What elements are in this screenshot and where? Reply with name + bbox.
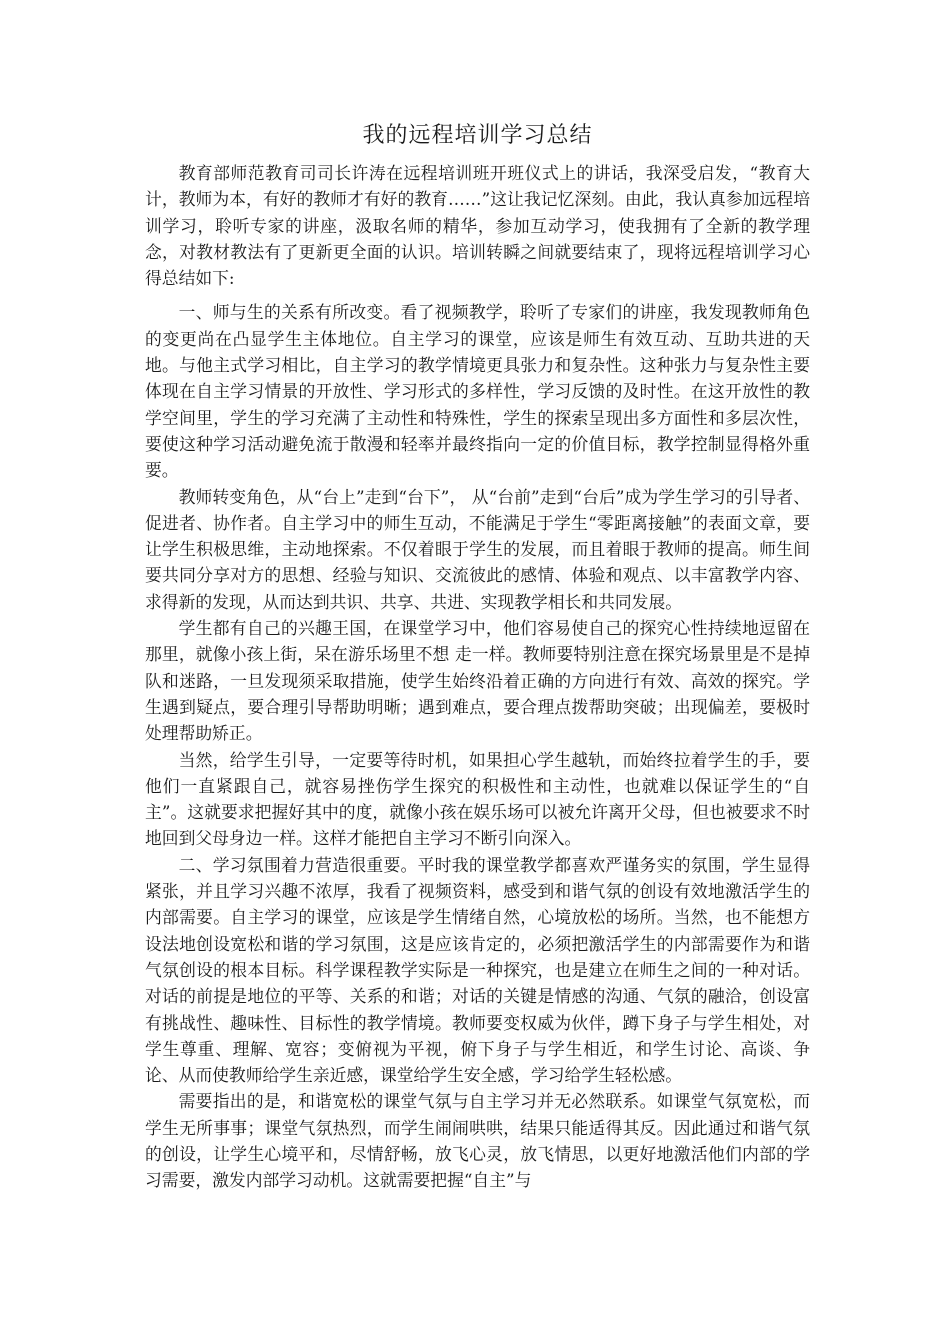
document-title: 我的远程培训学习总结: [362, 123, 593, 148]
paragraph-section-1: 一、师与生的关系有所改变。看了视频教学，聆听了专家们的讲座，我发现教师角色的变更尚在凸显学生主体地位。自主学习的课堂，应该是师生有效互动、互助共进的天地。与他主式学习相比，自主学习的教学情境更具张力和复杂性。这种张力与复杂性主要体现在自主学习情景的开放性、学习形式的多样性，学习反馈的及时性。在这开放性的教学空间里，学生的学习充满了主动性和特殊性，学生的探索呈现出多方面性和多层次性，要使这种学习活动避免流于散漫和轻率并最终指向一定的价值目标，教学控制显得格外重要。: [145, 302, 810, 481]
paragraph-guidance-timing: 当然，给学生引导，一定要等待时机，如果担心学生越轨，而始终拉着学生的手，要他们一直紧跟自己，就容易挫伤学生探究的积极性和主动性，也就难以保证学生的“自主”。这就要求把握好其中的度，就像小孩在娱乐场可以被允许离开父母，但也被要求不时地回到父母身边一样。这样才能把自主学习不断引向深入。: [145, 749, 810, 849]
paragraph-intro: 教育部师范教育司司长许涛在远程培训班开班仪式上的讲话，我深受启发，“教育大计，教师为本，有好的教师才有好的教育……”这让我记忆深刻。由此，我认真参加远程培训学习，聆听专家的讲座，汲取名师的精华，参加互动学习，使我拥有了全新的教学理念，对教材教法有了更新更全面的认识。培训转瞬之间就要结束了，现将远程培训学习心得总结如下:: [145, 163, 810, 289]
paragraph-student-interest: 学生都有自己的兴趣王国，在课堂学习中，他们容易使自己的探究心性持续地逗留在那里，就像小孩上街，呆在游乐场里不想 走一样。教师要特别注意在探究场景里是不是掉队和迷路，一旦发现须采取措施，使学生始终沿着正确的方向进行有效、高效的探究。学生遇到疑点，要合理引导帮助明晰；遇到难点，要合理点拨帮助突破；出现偏差，要极时处理帮助矫正。: [145, 618, 810, 744]
document-page: [145, 118, 810, 1194]
paragraph-section-2: 二、学习氛围着力营造很重要。平时我的课堂教学都喜欢严谨务实的氛围，学生显得紧张，并且学习兴趣不浓厚，我看了视频资料，感受到和谐气氛的创设有效地激活学生的内部需要。自主学习的课堂，应该是学生情绪自然，心境放松的场所。当然，也不能想方设法地创设宽松和谐的学习氛围，这是应该肯定的，必须把激活学生的内部需要作为和谐气氛创设的根本目标。科学课程教学实际是一种探究，也是建立在师生之间的一种对话。对话的前提是地位的平等、关系的和谐；对话的关键是情感的沟通、气氛的融洽，创设富有挑战性、趣味性、目标性的教学情境。教师要变权威为伙伴，蹲下身子与学生相处，对学生尊重、理解、宽容；变俯视为平视，俯下身子与学生相近，和学生讨论、高谈、争论、从而使教师给学生亲近感，课堂给学生安全感，学习给学生轻松感。: [145, 854, 810, 1086]
paragraph-atmosphere-note: 需要指出的是，和谐宽松的课堂气氛与自主学习并无必然联系。如课堂气氛宽松，而学生无所事事；课堂气氛热烈，而学生闹闹哄哄，结果只能适得其反。因此通过和谐气氛的创设，让学生心境平和，尽情舒畅，放飞心灵，放飞情思，以更好地激活他们内部的学习需要，激发内部学习动机。这就需要把握“自主”与: [145, 1091, 810, 1191]
paragraph-teacher-role: 教师转变角色，从“台上”走到“台下”， 从“台前”走到“台后”成为学生学习的引导者、促进者、协作者。自主学习中的师生互动，不能满足于学生“零距离接触”的表面文章，要让学生积极思维，主动地探索。不仅着眼于学生的发展，而且着眼于教师的提高。师生间要共同分享对方的思想、经验与知识、交流彼此的感情、体验和观点、以丰富教学内容、求得新的发现，从而达到共识、共享、共进、实现教学相长和共同发展。: [145, 486, 810, 612]
